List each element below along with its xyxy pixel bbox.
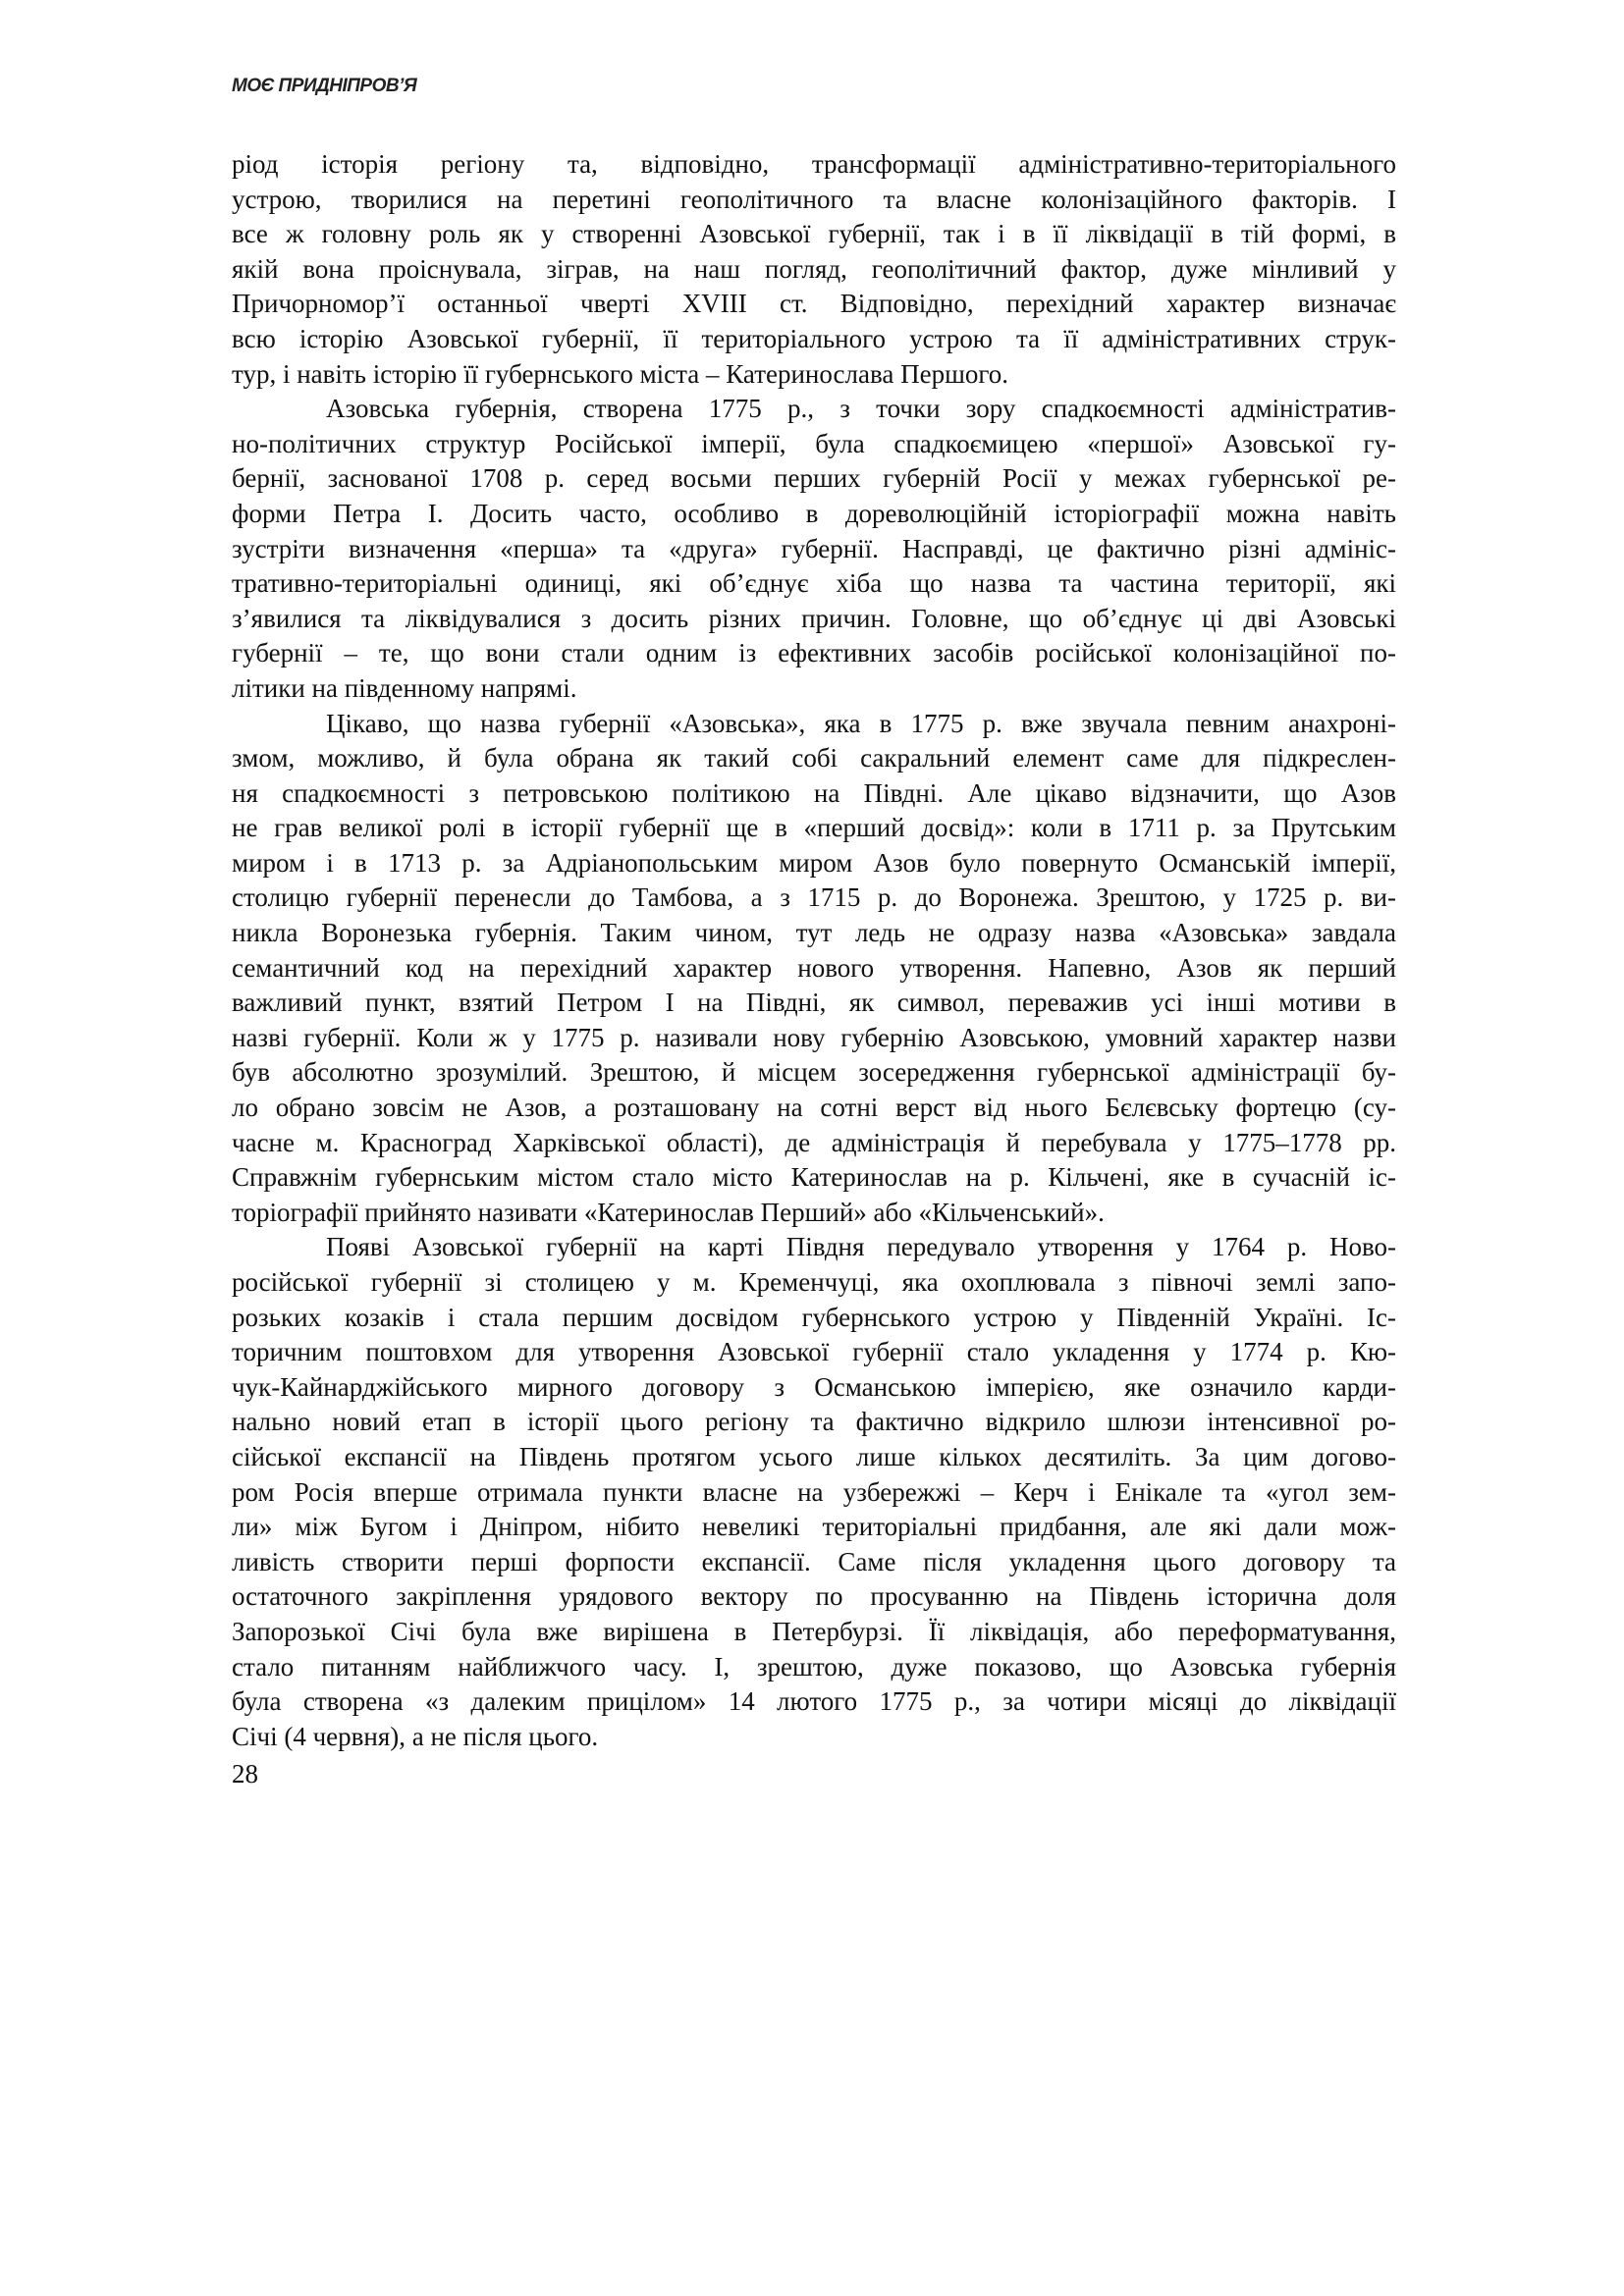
text-line: столицю губернії перенесли до Тамбова, а з 1715 р. до Воронежа. Зрештою, у 1725 р. ви-	[232, 882, 1396, 913]
running-header: МОЄ ПРИДНІПРОВ’Я	[232, 76, 417, 96]
text-line: чук-Кайнарджійського мирного договору з Османською імперією, яке означило карди-	[232, 1371, 1396, 1402]
text-line: миром і в 1713 р. за Адріанопольським миром Азов було повернуто Османській імперії,	[232, 847, 1396, 878]
text-line: ливість створити перші форпости експансії. Саме після укладення цього договору та	[232, 1546, 1396, 1576]
paragraph	[232, 707, 1396, 1231]
text-line: все ж головну роль як у створенні Азовської губернії, так і в її ліквідації в тій формі, в	[232, 219, 1396, 249]
text-line: тур, і навіть історію її губернського міста – Катеринослава Першого.	[232, 358, 1009, 389]
paragraph	[232, 1230, 1396, 1754]
page-number: 28	[232, 1759, 258, 1789]
text-line: з’явилися та ліквідувалися з досить різних причин. Головне, що об’єднує ці дві Азовські	[232, 603, 1396, 633]
text-line: не грав великої ролі в історії губернії ще в «перший досвід»: коли в 1711 р. за Прутським	[232, 813, 1396, 843]
text-line: семантичний код на перехідний характер нового утворення. Напевно, Азов як перший	[232, 952, 1396, 983]
text-line: ром Росія вперше отримала пункти власне на узбережжі – Керч і Енікале та «угол зем-	[232, 1476, 1396, 1507]
text-line: но-політичних структур Російської імперії, була спадкоємицею «першої» Азовської гу-	[232, 428, 1396, 458]
paragraph	[232, 147, 1396, 392]
text-line: никла Воронезька губернія. Таким чином, тут ледь не одразу назва «Азовська» завдала	[232, 918, 1396, 948]
text-line: губернії – те, що вони стали одним із ефективних засобів російської колонізаційної по-	[232, 638, 1396, 668]
text-line: ріод історія регіону та, відповідно, трансформації адміністративно-територіального	[232, 149, 1396, 179]
text-line: назві губернії. Коли ж у 1775 р. називали нову губернію Азовською, умовний характер назви	[232, 1022, 1396, 1052]
text-line: Запорозької Січі була вже вирішена в Петербурзі. Її ліквідація, або переформатування,	[232, 1616, 1396, 1646]
text-line: літики на південному напрямі.	[232, 672, 577, 703]
text-line: Причорномор’ї останньої чверті XVIII ст. Відповідно, перехідний характер визначає	[232, 289, 1396, 319]
text-line: російської губернії зі столицею у м. Кременчуці, яка охоплювала з півночі землі запо-	[232, 1267, 1396, 1297]
text-line: Азовська губернія, створена 1775 р., з точки зору спадкоємності адміністратив-	[326, 394, 1396, 424]
body-text	[232, 147, 1396, 1754]
paragraph	[232, 392, 1396, 706]
text-line: стало питанням найближчого часу. І, зрештою, дуже показово, що Азовська губернія	[232, 1651, 1396, 1682]
text-line: ли» між Бугом і Дніпром, нібито невеликі територіальні придбання, але які дали мож-	[232, 1512, 1396, 1542]
text-line: форми Петра І. Досить часто, особливо в дореволюційній історіографії можна навіть	[232, 498, 1396, 528]
text-line: нально новий етап в історії цього регіону та фактично відкрило шлюзи інтенсивної ро-	[232, 1407, 1396, 1437]
text-line: торичним поштовхом для утворення Азовської губернії стало укладення у 1774 р. Кю-	[232, 1337, 1396, 1367]
text-line: тративно-територіальні одиниці, які об’єднує хіба що назва та частина території, які	[232, 568, 1396, 599]
text-line: сійської експансії на Південь протягом усього лише кількох десятиліть. За цим догово-	[232, 1441, 1396, 1471]
text-line: був абсолютно зрозумілий. Зрештою, й місцем зосередження губернської адміністрації бу-	[232, 1057, 1396, 1088]
text-line: ло обрано зовсім не Азов, а розташовану на сотні верст від нього Бєлєвську фортецю (су-	[232, 1093, 1396, 1123]
text-line: остаточного закріплення урядового вектору по просуванню на Південь історична доля	[232, 1581, 1396, 1612]
text-line: Появі Азовської губернії на карті Півдня передувало утворення у 1764 р. Ново-	[326, 1232, 1396, 1262]
text-line: всю історію Азовської губернії, її територіального устрою та її адміністративних струк-	[232, 323, 1396, 353]
text-line: зустріти визначення «перша» та «друга» губернії. Насправді, це фактично різні адмініс-	[232, 533, 1396, 563]
text-line: змом, можливо, й була обрана як такий собі сакральний елемент саме для підкреслен-	[232, 743, 1396, 774]
text-line: часне м. Красноград Харківської області), де адміністрація й перебувала у 1775–1778 рр.	[232, 1127, 1396, 1157]
text-line: устрою, творилися на перетині геополітичного та власне колонізаційного факторів. І	[232, 184, 1396, 214]
text-line: Січі (4 червня), а не після цього.	[232, 1721, 599, 1751]
text-line: якій вона проіснувала, зіграв, на наш погляд, геополітичний фактор, дуже мінливий у	[232, 253, 1396, 284]
text-line: розьких козаків і стала першим досвідом губернського устрою у Південній Україні. Іс-	[232, 1302, 1396, 1332]
text-line: була створена «з далеким прицілом» 14 лютого 1775 р., за чотири місяці до ліквідації	[232, 1686, 1396, 1717]
text-line: бернії, заснованої 1708 р. серед восьми перших губерній Росії у межах губернської ре-	[232, 463, 1396, 494]
text-line: Цікаво, що назва губернії «Азовська», яка в 1775 р. вже звучала певним анахроні-	[326, 708, 1396, 738]
text-line: ня спадкоємності з петровською політикою на Півдні. Але цікаво відзначити, що Азов	[232, 777, 1396, 808]
text-line: торіографії прийнято називати «Катеринослав Перший» або «Кільченський».	[232, 1197, 1105, 1227]
text-line: важливий пункт, взятий Петром І на Півдні, як символ, переважив усі інші мотиви в	[232, 988, 1396, 1018]
text-line: Справжнім губернським містом стало місто Катеринослав на р. Кільчені, яке в сучасній іс-	[232, 1162, 1396, 1193]
